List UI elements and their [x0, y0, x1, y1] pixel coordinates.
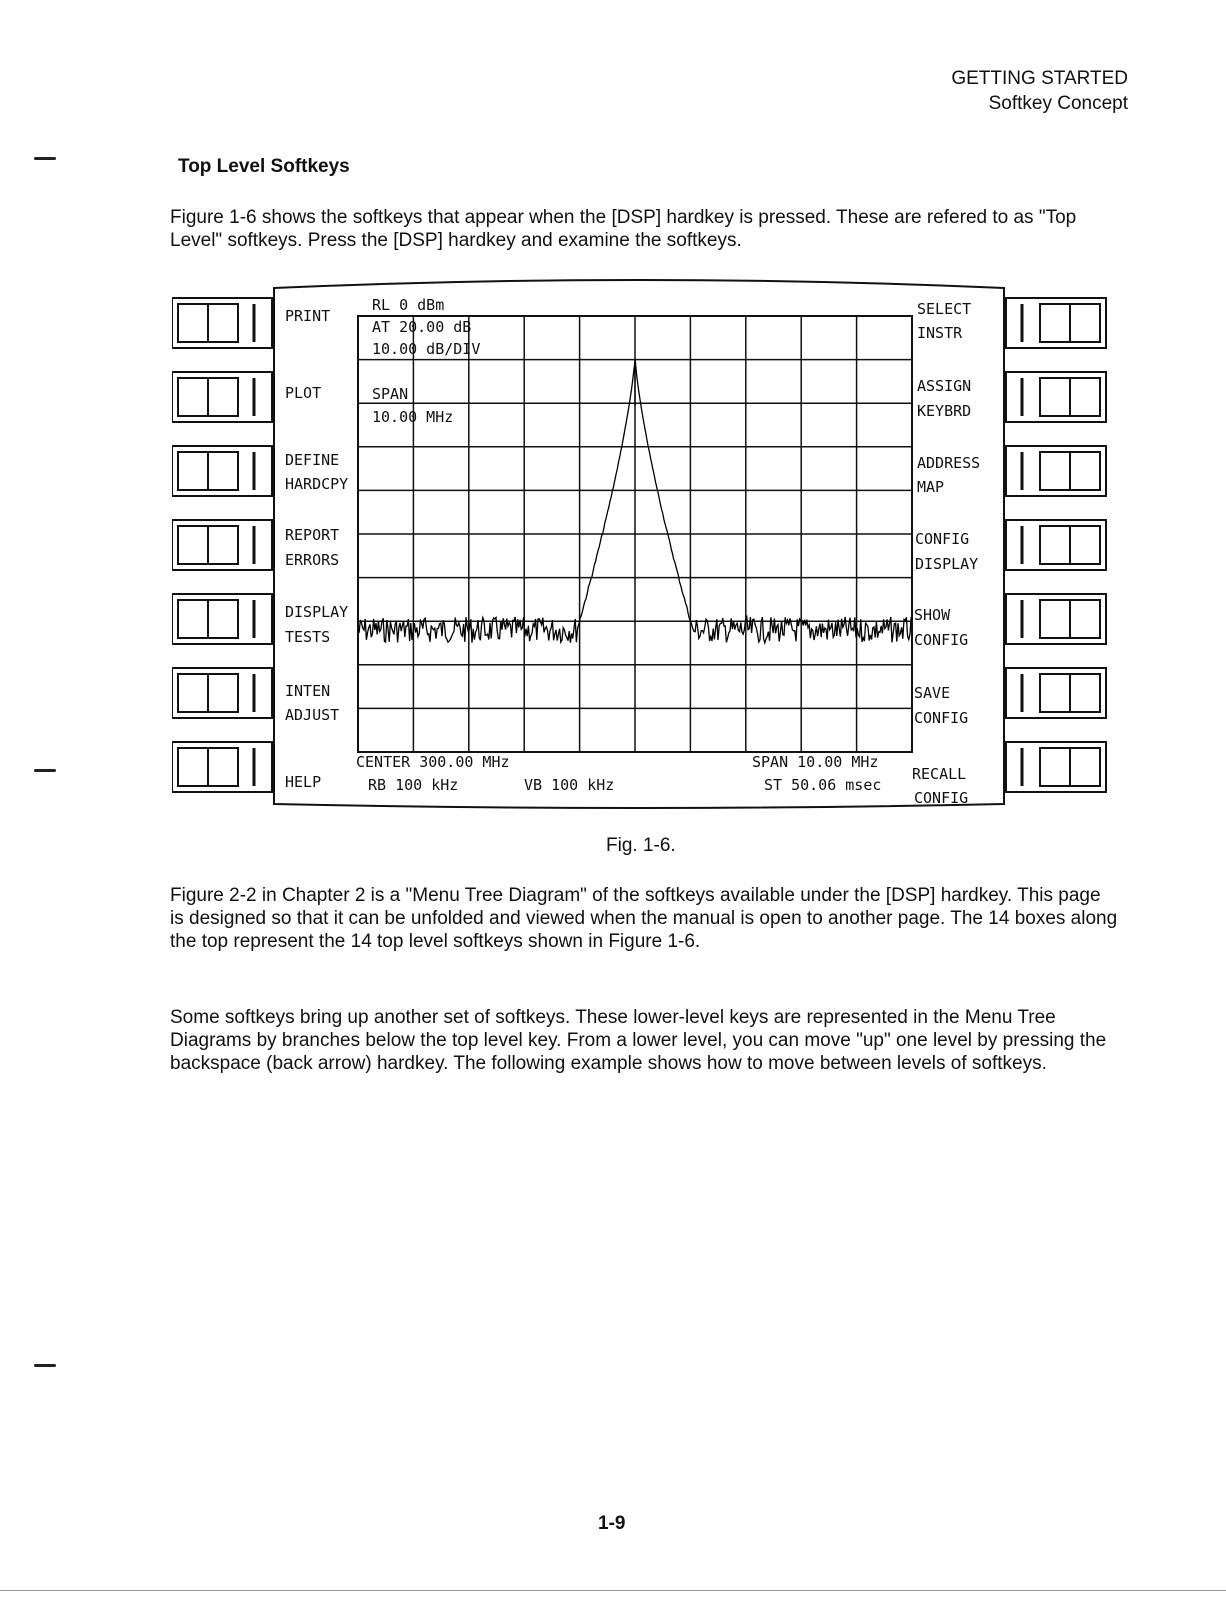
- right-key-5-line1: SHOW: [914, 606, 951, 624]
- left-key-5-line2: TESTS: [285, 628, 331, 646]
- left-key-3-line2: HARDCPY: [285, 475, 349, 493]
- left-key-5-line1: DISPLAY: [285, 603, 349, 621]
- readout-span-value: 10.00 MHz: [372, 408, 454, 426]
- right-key-2-line2: KEYBRD: [917, 402, 972, 420]
- readout-center: CENTER 300.00 MHz: [356, 753, 510, 771]
- left-softkey-6: [172, 668, 272, 718]
- left-softkey-1: [172, 298, 272, 348]
- right-key-7-line1: RECALL: [912, 765, 967, 783]
- right-key-1-line1: SELECT: [917, 300, 972, 318]
- left-key-2-line1: PLOT: [285, 384, 322, 402]
- binding-mark-1: [34, 157, 56, 160]
- paragraph-1-text: Figure 1-6 shows the softkeys that appear when the [DSP] hardkey is pressed. These are refered to as "Top Level" softkeys. Press the [DSP] hardkey and examine the softkeys.: [170, 207, 1077, 251]
- paragraph-2-text: Figure 2-2 in Chapter 2 is a "Menu Tree Diagram" of the softkeys available under the [DSP] hardkey. This page is designed so that it can be unfolded and viewed when the manual is open to another page. The 14 boxes along the top represent the 14 top level softkeys shown in Figure 1-6.: [170, 885, 1118, 952]
- figure-softkeys-display: [172, 276, 1112, 816]
- right-key-3-line2: MAP: [917, 478, 945, 496]
- binding-mark-2: [34, 769, 56, 772]
- right-softkey-6: [1006, 668, 1106, 718]
- right-key-5-line2: CONFIG: [914, 631, 969, 649]
- readout-span-bottom: SPAN 10.00 MHz: [752, 753, 879, 771]
- left-key-3-line1: DEFINE: [285, 451, 340, 469]
- readout-rbw: RB 100 kHz: [368, 776, 459, 794]
- left-softkey-outer: [172, 594, 272, 644]
- section-title: Top Level Softkeys: [178, 156, 350, 177]
- right-softkey-buttons: [1006, 298, 1106, 792]
- readout-span-label: SPAN: [372, 385, 409, 403]
- left-softkey-2: [172, 372, 272, 422]
- header-chapter: GETTING STARTED: [951, 68, 1128, 89]
- left-softkey-7: [172, 742, 272, 792]
- figure-caption: Fig. 1-6.: [606, 835, 676, 856]
- binding-mark-3: [34, 1364, 56, 1367]
- readout-ref-level: RL 0 dBm: [372, 296, 445, 314]
- left-softkey-outer: [172, 446, 272, 496]
- readout-attenuation: AT 20.00 dB: [372, 318, 472, 336]
- page-number: 1-9: [598, 1513, 626, 1534]
- readout-vbw: VB 100 kHz: [524, 776, 615, 794]
- right-key-4-line2: DISPLAY: [915, 555, 979, 573]
- left-softkey-outer: [172, 668, 272, 718]
- left-key-7-line1: HELP: [285, 773, 322, 791]
- left-key-4-line2: ERRORS: [285, 551, 340, 569]
- right-key-2-line1: ASSIGN: [917, 377, 972, 395]
- paragraph-2: [170, 884, 1118, 953]
- right-key-3-line1: ADDRESS: [917, 454, 981, 472]
- paragraph-3: [170, 1006, 1118, 1075]
- right-key-6-line2: CONFIG: [914, 709, 969, 727]
- readout-scale: 10.00 dB/DIV: [372, 340, 481, 358]
- right-softkey-1: [1006, 298, 1106, 348]
- left-softkey-outer: [172, 520, 272, 570]
- right-key-7-line2: CONFIG: [914, 789, 969, 807]
- left-softkey-outer: [172, 742, 272, 792]
- page-bottom-edge: [0, 1590, 1226, 1591]
- left-key-1-line1: PRINT: [285, 307, 331, 325]
- right-softkey-4: [1006, 520, 1106, 570]
- left-softkey-5: [172, 594, 272, 644]
- right-key-6-line1: SAVE: [914, 684, 951, 702]
- right-softkey-5: [1006, 594, 1106, 644]
- left-softkey-outer: [172, 298, 272, 348]
- left-key-6-line1: INTEN: [285, 682, 331, 700]
- right-key-4-line1: CONFIG: [915, 530, 970, 548]
- right-key-1-line2: INSTR: [917, 324, 963, 342]
- analyzer-screen-figure: [172, 276, 1112, 816]
- left-softkey-outer: [172, 372, 272, 422]
- running-header: [951, 66, 1128, 116]
- right-softkey-7: [1006, 742, 1106, 792]
- paragraph-1: [170, 206, 1118, 252]
- right-softkey-3: [1006, 446, 1106, 496]
- left-key-4-line1: REPORT: [285, 526, 340, 544]
- paragraph-3-text: Some softkeys bring up another set of softkeys. These lower-level keys are represented in the Menu Tree Diagrams by branches below the top level key. From a lower level, you can move "up" one level by pressing the backspace (back arrow) hardkey. The following example shows how to move between levels of softkeys.: [170, 1007, 1107, 1074]
- left-softkey-3: [172, 446, 272, 496]
- left-key-6-line2: ADJUST: [285, 706, 340, 724]
- left-softkey-buttons: [172, 298, 272, 792]
- header-topic: Softkey Concept: [988, 93, 1128, 114]
- right-softkey-2: [1006, 372, 1106, 422]
- readout-sweep-time: ST 50.06 msec: [764, 776, 882, 794]
- left-softkey-4: [172, 520, 272, 570]
